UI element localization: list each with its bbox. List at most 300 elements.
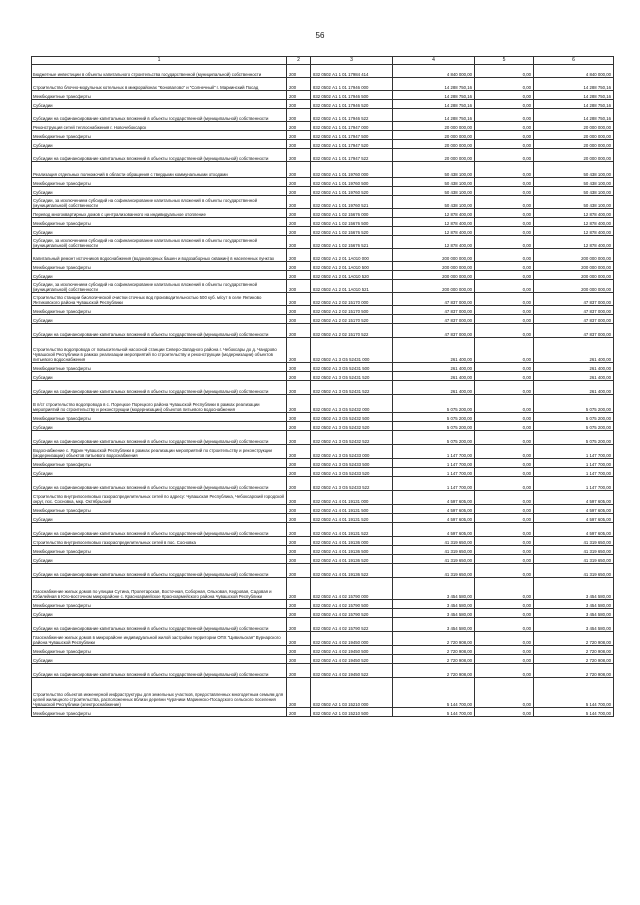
row-change-cell: 0,00	[475, 236, 534, 249]
row-name-cell: Субсидии на софинансирование капитальных вложений в объекты государственной (муниципальной) собственности	[32, 431, 287, 445]
row-code-cell: 200	[287, 293, 311, 306]
row-change-cell: 0,00	[475, 372, 534, 381]
row-name-cell: Субсидии	[32, 514, 287, 523]
row-code-cell: 200	[287, 131, 311, 140]
row-name-cell: Водоснабжение с. Ядрин Чувашской Республики в рамках реализации мероприятий по строительству и реконструкции (модернизации) объектов питьевого водоснабжения	[32, 445, 287, 459]
row-kbk-cell: 832 0502 А1 1 02 15676 500	[311, 218, 393, 227]
row-code-cell: 200	[287, 372, 311, 381]
row-code-cell: 200	[287, 413, 311, 422]
row-total-cell: 50 438 100,00	[534, 196, 614, 209]
row-total-cell: 4 597 605,00	[534, 523, 614, 537]
row-code-cell: 200	[287, 100, 311, 109]
row-name-cell: Субсидии на софинансирование капитальных вложений в объекты государственной (муниципальной) собственности	[32, 664, 287, 678]
row-total-cell: 41 319 650,00	[534, 555, 614, 564]
row-amount-cell: 200 000 000,00	[393, 249, 475, 262]
table-row	[32, 293, 614, 306]
row-code-cell: 200	[287, 280, 311, 293]
row-code-cell: 200	[287, 468, 311, 477]
table-row	[32, 162, 614, 178]
row-name-cell: В п/ст строительство водопровода в с. Порецкое Порецкого района Чувашской Республики в рамках реализации мероприятий по строительству и реконструкции (модернизации) объектов питьевого водоснабжения	[32, 395, 287, 413]
table-row	[32, 664, 614, 678]
row-code-cell: 200	[287, 578, 311, 600]
row-code-cell: 200	[287, 678, 311, 708]
table-row	[32, 363, 614, 372]
row-code-cell: 200	[287, 149, 311, 162]
row-kbk-cell: 832 0502 А1 4 02 19450 520	[311, 655, 393, 664]
row-total-cell: 5 075 200,00	[534, 395, 614, 413]
row-name-cell: Межбюджетные трансферты	[32, 646, 287, 655]
row-amount-cell: 5 075 200,00	[393, 395, 475, 413]
row-amount-cell: 2 720 908,00	[393, 632, 475, 646]
column-header: 2	[287, 57, 311, 65]
row-kbk-cell: 832 0502 А1 4 02 15790 000	[311, 578, 393, 600]
row-amount-cell: 50 438 100,00	[393, 162, 475, 178]
row-kbk-cell: 832 0502 А1 3 G5 52431 000	[311, 338, 393, 363]
table-row	[32, 100, 614, 109]
row-name-cell: Субсидии на софинансирование капитальных вложений в объекты государственной (муниципальной) собственности	[32, 523, 287, 537]
row-name-cell: Газоснабжение жилых домов в микрорайоне индивидуальной жилой застройки территории ОПХ "Цивильская" Вурнарского района Чувашской Республики	[32, 632, 287, 646]
row-kbk-cell: 832 0502 А1 1 02 15676 520	[311, 227, 393, 236]
row-total-cell: 47 837 000,00	[534, 293, 614, 306]
row-amount-cell: 261 400,00	[393, 338, 475, 363]
row-name-cell: Субсидии	[32, 227, 287, 236]
row-amount-cell: 1 147 700,00	[393, 459, 475, 468]
row-name-cell: Межбюджетные трансферты	[32, 363, 287, 372]
row-name-cell: Межбюджетные трансферты	[32, 546, 287, 555]
row-amount-cell: 4 840 000,00	[393, 65, 475, 78]
row-total-cell: 3 454 580,00	[534, 609, 614, 618]
table-row	[32, 505, 614, 514]
row-amount-cell: 5 075 200,00	[393, 413, 475, 422]
row-code-cell: 200	[287, 600, 311, 609]
row-amount-cell: 41 319 650,00	[393, 546, 475, 555]
row-kbk-cell: 832 0502 А1 2 02 15170 500	[311, 306, 393, 315]
row-amount-cell: 5 075 200,00	[393, 431, 475, 445]
row-code-cell: 200	[287, 546, 311, 555]
row-name-cell: Субсидии на софинансирование капитальных вложений в объекты государственной (муниципальной) собственности	[32, 618, 287, 632]
row-amount-cell: 2 720 908,00	[393, 646, 475, 655]
row-change-cell: 0,00	[475, 140, 534, 149]
row-amount-cell: 47 837 000,00	[393, 306, 475, 315]
row-name-cell: Субсидии на софинансирование капитальных вложений в объекты государственной (муниципальной) собственности	[32, 564, 287, 578]
row-code-cell: 200	[287, 315, 311, 324]
row-kbk-cell: 832 0502 А1 4 02 19450 500	[311, 646, 393, 655]
row-total-cell: 4 597 605,00	[534, 491, 614, 505]
row-change-cell: 0,00	[475, 306, 534, 315]
table-row	[32, 646, 614, 655]
row-total-cell: 14 288 750,16	[534, 78, 614, 91]
row-amount-cell: 1 147 700,00	[393, 445, 475, 459]
column-header: 6	[534, 57, 614, 65]
table-row	[32, 178, 614, 187]
row-amount-cell: 4 597 605,00	[393, 523, 475, 537]
row-kbk-cell: 832 0502 А1 1 01 17946 000	[311, 78, 393, 91]
row-total-cell: 12 878 400,00	[534, 227, 614, 236]
row-kbk-cell: 832 0502 А1 3 G5 52431 522	[311, 381, 393, 395]
row-kbk-cell: 832 0502 А1 3 G5 52433 520	[311, 468, 393, 477]
row-name-cell: Субсидии	[32, 187, 287, 196]
row-amount-cell: 200 000 000,00	[393, 280, 475, 293]
row-change-cell: 0,00	[475, 546, 534, 555]
row-amount-cell: 47 837 000,00	[393, 324, 475, 338]
row-total-cell: 5 144 700,00	[534, 678, 614, 708]
table-row	[32, 514, 614, 523]
table-row	[32, 422, 614, 431]
row-code-cell: 200	[287, 122, 311, 131]
row-total-cell: 20 000 000,00	[534, 140, 614, 149]
row-kbk-cell: 832 0502 А1 3 G5 52431 500	[311, 363, 393, 372]
row-total-cell: 12 878 400,00	[534, 236, 614, 249]
row-name-cell: Субсидии	[32, 271, 287, 280]
table-row	[32, 468, 614, 477]
row-change-cell: 0,00	[475, 249, 534, 262]
row-code-cell: 200	[287, 632, 311, 646]
row-name-cell: Субсидии	[32, 555, 287, 564]
row-change-cell: 0,00	[475, 122, 534, 131]
table-row	[32, 564, 614, 578]
row-code-cell: 200	[287, 445, 311, 459]
row-kbk-cell: 832 0502 А1 3 G5 52433 000	[311, 445, 393, 459]
row-kbk-cell: 832 0502 А1 3 G5 52433 522	[311, 477, 393, 491]
row-code-cell: 200	[287, 363, 311, 372]
table-row	[32, 477, 614, 491]
row-total-cell: 20 000 000,00	[534, 122, 614, 131]
page-number: 56	[315, 31, 325, 40]
row-amount-cell: 261 400,00	[393, 372, 475, 381]
row-kbk-cell: 832 0502 А1 4 02 19450 000	[311, 632, 393, 646]
row-change-cell: 0,00	[475, 162, 534, 178]
row-total-cell: 1 147 700,00	[534, 445, 614, 459]
row-amount-cell: 261 400,00	[393, 363, 475, 372]
row-name-cell: Межбюджетные трансферты	[32, 218, 287, 227]
row-amount-cell: 50 438 100,00	[393, 187, 475, 196]
row-kbk-cell: 832 0502 А2 1 03 15210 000	[311, 678, 393, 708]
row-total-cell: 1 147 700,00	[534, 477, 614, 491]
row-kbk-cell: 832 0502 А1 1 01 17947 520	[311, 140, 393, 149]
row-kbk-cell: 832 0502 А1 2 01 1А010 521	[311, 280, 393, 293]
row-amount-cell: 4 597 605,00	[393, 505, 475, 514]
row-change-cell: 0,00	[475, 646, 534, 655]
row-total-cell: 261 400,00	[534, 381, 614, 395]
row-kbk-cell: 832 0502 А1 1 02 15676 521	[311, 236, 393, 249]
row-amount-cell: 200 000 000,00	[393, 271, 475, 280]
row-change-cell: 0,00	[475, 491, 534, 505]
row-change-cell: 0,00	[475, 609, 534, 618]
row-total-cell: 5 075 200,00	[534, 431, 614, 445]
row-change-cell: 0,00	[475, 271, 534, 280]
row-code-cell: 200	[287, 655, 311, 664]
row-name-cell: Газоснабжение жилых домов по улицам Сутина, Пролетарская, Восточная, Соборная, Ольховая, Кедровая, Садовая и Юбилейная в Юго-восточном микрорайоне с. Красноармейское Красноармейского района Чувашской Республики	[32, 578, 287, 600]
row-total-cell: 2 720 908,00	[534, 646, 614, 655]
row-name-cell: Субсидии на софинансирование капитальных вложений в объекты государственной (муниципальной) собственности	[32, 324, 287, 338]
row-kbk-cell: 832 0502 А1 3 G5 52432 520	[311, 422, 393, 431]
row-kbk-cell: 832 0502 А1 4 02 15790 520	[311, 609, 393, 618]
row-change-cell: 0,00	[475, 100, 534, 109]
row-change-cell: 0,00	[475, 395, 534, 413]
row-amount-cell: 5 144 700,00	[393, 708, 475, 717]
column-header: 3	[311, 57, 393, 65]
row-kbk-cell: 832 0502 А1 1 01 19760 500	[311, 178, 393, 187]
table-row	[32, 381, 614, 395]
table-row	[32, 109, 614, 122]
row-change-cell: 0,00	[475, 91, 534, 100]
row-total-cell: 261 400,00	[534, 372, 614, 381]
row-amount-cell: 1 147 700,00	[393, 477, 475, 491]
row-name-cell: Перевод многоквартирных домов с централизованного на индивидуальное отопление	[32, 209, 287, 218]
table-row	[32, 187, 614, 196]
row-code-cell: 200	[287, 708, 311, 717]
row-change-cell: 0,00	[475, 431, 534, 445]
table-row	[32, 413, 614, 422]
row-kbk-cell: 832 0502 А1 2 02 15170 000	[311, 293, 393, 306]
row-change-cell: 0,00	[475, 618, 534, 632]
row-amount-cell: 41 319 650,00	[393, 555, 475, 564]
row-total-cell: 14 288 750,16	[534, 91, 614, 100]
row-kbk-cell: 832 0502 А1 3 G5 52432 500	[311, 413, 393, 422]
row-amount-cell: 3 454 580,00	[393, 578, 475, 600]
row-kbk-cell: 832 0502 А1 4 01 19131 520	[311, 514, 393, 523]
row-change-cell: 0,00	[475, 324, 534, 338]
row-change-cell: 0,00	[475, 578, 534, 600]
row-code-cell: 200	[287, 431, 311, 445]
row-change-cell: 0,00	[475, 514, 534, 523]
row-name-cell: Строительство водопровода от повысительной насосной станции Северо-Западного района г. Чебоксары до д. Чандрово Чувашской Республики в рамках реализации мероприятий по строительству и реконструкции (модернизации) объектов питьевого водоснабжения	[32, 338, 287, 363]
table-row	[32, 609, 614, 618]
row-code-cell: 200	[287, 140, 311, 149]
row-code-cell: 200	[287, 664, 311, 678]
row-code-cell: 200	[287, 395, 311, 413]
table-row	[32, 655, 614, 664]
row-total-cell: 261 400,00	[534, 338, 614, 363]
row-amount-cell: 200 000 000,00	[393, 262, 475, 271]
row-code-cell: 200	[287, 324, 311, 338]
row-total-cell: 20 000 000,00	[534, 149, 614, 162]
row-change-cell: 0,00	[475, 555, 534, 564]
table-row	[32, 708, 614, 717]
row-change-cell: 0,00	[475, 315, 534, 324]
row-amount-cell: 3 454 580,00	[393, 609, 475, 618]
row-total-cell: 2 720 908,00	[534, 632, 614, 646]
row-code-cell: 200	[287, 196, 311, 209]
row-kbk-cell: 832 0502 А1 1 02 15676 000	[311, 209, 393, 218]
row-change-cell: 0,00	[475, 600, 534, 609]
row-code-cell: 200	[287, 262, 311, 271]
row-name-cell: Строительство внутрипоселковых газораспределительных сетей по адресу: Чувашская Республика, Чебоксарский городской округ, пос. Сосновка, мкр. Октябрьский	[32, 491, 287, 505]
row-total-cell: 261 400,00	[534, 363, 614, 372]
table-row	[32, 91, 614, 100]
row-name-cell: Субсидии на софинансирование капитальных вложений в объекты государственной (муниципальной) собственности	[32, 381, 287, 395]
row-total-cell: 14 288 750,16	[534, 100, 614, 109]
table-row	[32, 140, 614, 149]
column-header: 5	[475, 57, 534, 65]
table-row	[32, 131, 614, 140]
table-row	[32, 678, 614, 708]
row-name-cell: Реализация отдельных полномочий в области обращения с твердыми коммунальными отходами	[32, 162, 287, 178]
row-kbk-cell: 832 0502 А1 4 01 19131 500	[311, 505, 393, 514]
row-amount-cell: 20 000 000,00	[393, 140, 475, 149]
row-total-cell: 41 319 650,00	[534, 564, 614, 578]
row-kbk-cell: 832 0502 А1 2 02 15170 522	[311, 324, 393, 338]
row-total-cell: 1 147 700,00	[534, 459, 614, 468]
row-code-cell: 200	[287, 477, 311, 491]
table-row	[32, 555, 614, 564]
table-row	[32, 537, 614, 546]
row-name-cell: Межбюджетные трансферты	[32, 306, 287, 315]
row-amount-cell: 41 319 650,00	[393, 564, 475, 578]
row-total-cell: 3 454 580,00	[534, 578, 614, 600]
table-header-row	[32, 57, 614, 65]
row-code-cell: 200	[287, 65, 311, 78]
table-row	[32, 271, 614, 280]
row-amount-cell: 4 597 605,00	[393, 491, 475, 505]
row-code-cell: 200	[287, 271, 311, 280]
row-total-cell: 3 454 580,00	[534, 600, 614, 609]
row-amount-cell: 41 319 650,00	[393, 537, 475, 546]
row-total-cell: 47 837 000,00	[534, 324, 614, 338]
row-change-cell: 0,00	[475, 131, 534, 140]
row-code-cell: 200	[287, 459, 311, 468]
row-amount-cell: 2 720 908,00	[393, 655, 475, 664]
table-row	[32, 445, 614, 459]
row-name-cell: Межбюджетные трансферты	[32, 262, 287, 271]
row-total-cell: 200 000 000,00	[534, 280, 614, 293]
row-code-cell: 200	[287, 209, 311, 218]
column-header: 4	[393, 57, 475, 65]
row-name-cell: Субсидии на софинансирование капитальных вложений в объекты государственной (муниципальной) собственности	[32, 149, 287, 162]
row-amount-cell: 3 454 580,00	[393, 618, 475, 632]
row-name-cell: Межбюджетные трансферты	[32, 131, 287, 140]
row-change-cell: 0,00	[475, 187, 534, 196]
row-name-cell: Межбюджетные трансферты	[32, 413, 287, 422]
row-amount-cell: 20 000 000,00	[393, 131, 475, 140]
row-code-cell: 200	[287, 514, 311, 523]
row-amount-cell: 12 878 400,00	[393, 218, 475, 227]
table-row	[32, 209, 614, 218]
table-row	[32, 218, 614, 227]
row-code-cell: 200	[287, 564, 311, 578]
row-change-cell: 0,00	[475, 227, 534, 236]
table-row	[32, 149, 614, 162]
row-amount-cell: 14 288 750,16	[393, 100, 475, 109]
row-kbk-cell: 832 0502 А1 1 01 19760 521	[311, 196, 393, 209]
row-change-cell: 0,00	[475, 708, 534, 717]
table-row	[32, 523, 614, 537]
row-total-cell: 200 000 000,00	[534, 249, 614, 262]
row-kbk-cell: 832 0502 А1 4 01 19136 000	[311, 537, 393, 546]
table-row	[32, 632, 614, 646]
row-code-cell: 200	[287, 236, 311, 249]
row-change-cell: 0,00	[475, 178, 534, 187]
row-total-cell: 50 438 100,00	[534, 162, 614, 178]
table-row	[32, 491, 614, 505]
row-change-cell: 0,00	[475, 523, 534, 537]
row-name-cell: Субсидии	[32, 315, 287, 324]
row-total-cell: 41 319 650,00	[534, 546, 614, 555]
row-total-cell: 2 720 908,00	[534, 664, 614, 678]
row-code-cell: 200	[287, 249, 311, 262]
row-change-cell: 0,00	[475, 218, 534, 227]
row-amount-cell: 14 288 750,16	[393, 78, 475, 91]
row-kbk-cell: 832 0502 А1 3 G5 52432 522	[311, 431, 393, 445]
row-code-cell: 200	[287, 505, 311, 514]
row-name-cell: Бюджетные инвестиции в объекты капитального строительства государственной (муниципальной) собственности	[32, 65, 287, 78]
row-change-cell: 0,00	[475, 664, 534, 678]
row-total-cell: 4 597 605,00	[534, 505, 614, 514]
row-kbk-cell: 832 0502 А1 4 01 19136 522	[311, 564, 393, 578]
row-name-cell: Субсидии, за исключением субсидий на софинансирование капитальных вложений в объекты государственной (муниципальной) собственности	[32, 280, 287, 293]
row-name-cell: Субсидии	[32, 100, 287, 109]
row-kbk-cell: 832 0502 А1 4 01 19136 520	[311, 555, 393, 564]
row-kbk-cell: 832 0502 А1 3 G5 52432 000	[311, 395, 393, 413]
row-change-cell: 0,00	[475, 505, 534, 514]
table-row	[32, 78, 614, 91]
row-total-cell: 14 288 750,16	[534, 109, 614, 122]
table-row	[32, 431, 614, 445]
row-total-cell: 2 720 908,00	[534, 655, 614, 664]
row-total-cell: 5 075 200,00	[534, 413, 614, 422]
table-row	[32, 395, 614, 413]
row-change-cell: 0,00	[475, 678, 534, 708]
row-change-cell: 0,00	[475, 413, 534, 422]
row-total-cell: 3 454 580,00	[534, 618, 614, 632]
row-name-cell: Субсидии	[32, 372, 287, 381]
row-kbk-cell: 832 0502 А1 1 01 17947 000	[311, 122, 393, 131]
row-change-cell: 0,00	[475, 280, 534, 293]
row-code-cell: 200	[287, 109, 311, 122]
row-total-cell: 200 000 000,00	[534, 262, 614, 271]
row-code-cell: 200	[287, 523, 311, 537]
row-kbk-cell: 832 0502 А1 4 01 19131 000	[311, 491, 393, 505]
budget-table	[31, 56, 614, 717]
row-change-cell: 0,00	[475, 262, 534, 271]
row-change-cell: 0,00	[475, 564, 534, 578]
row-code-cell: 200	[287, 381, 311, 395]
row-change-cell: 0,00	[475, 363, 534, 372]
row-amount-cell: 261 400,00	[393, 381, 475, 395]
row-name-cell: Строительство станции биологической очистки сточных вод производительностью 500 куб. м/сут в селе Янтиково Янтиковского района Чувашской Республики	[32, 293, 287, 306]
table-row	[32, 262, 614, 271]
row-kbk-cell: 832 0502 А1 1 01 17947 500	[311, 131, 393, 140]
row-name-cell: Субсидии на софинансирование капитальных вложений в объекты государственной (муниципальной) собственности	[32, 109, 287, 122]
row-code-cell: 200	[287, 422, 311, 431]
row-total-cell: 5 144 700,00	[534, 708, 614, 717]
row-name-cell: Межбюджетные трансферты	[32, 708, 287, 717]
row-total-cell: 12 878 400,00	[534, 218, 614, 227]
row-amount-cell: 14 288 750,16	[393, 91, 475, 100]
row-name-cell: Межбюджетные трансферты	[32, 459, 287, 468]
row-name-cell: Субсидии, за исключением субсидий на софинансирование капитальных вложений в объекты государственной (муниципальной) собственности	[32, 236, 287, 249]
row-change-cell: 0,00	[475, 78, 534, 91]
table-row	[32, 546, 614, 555]
row-name-cell: Межбюджетные трансферты	[32, 600, 287, 609]
row-code-cell: 200	[287, 187, 311, 196]
row-name-cell: Строительство внутрипоселковых газораспределительных сетей в пос. Сосновка	[32, 537, 287, 546]
table-row	[32, 372, 614, 381]
row-code-cell: 200	[287, 162, 311, 178]
row-amount-cell: 50 438 100,00	[393, 178, 475, 187]
row-kbk-cell: 832 0502 А1 1 01 17946 520	[311, 100, 393, 109]
row-change-cell: 0,00	[475, 65, 534, 78]
row-kbk-cell: 832 0502 А1 1 01 17946 522	[311, 109, 393, 122]
row-change-cell: 0,00	[475, 109, 534, 122]
row-change-cell: 0,00	[475, 422, 534, 431]
row-change-cell: 0,00	[475, 196, 534, 209]
row-change-cell: 0,00	[475, 381, 534, 395]
row-change-cell: 0,00	[475, 338, 534, 363]
row-total-cell: 200 000 000,00	[534, 271, 614, 280]
table-row	[32, 280, 614, 293]
row-amount-cell: 20 000 000,00	[393, 149, 475, 162]
